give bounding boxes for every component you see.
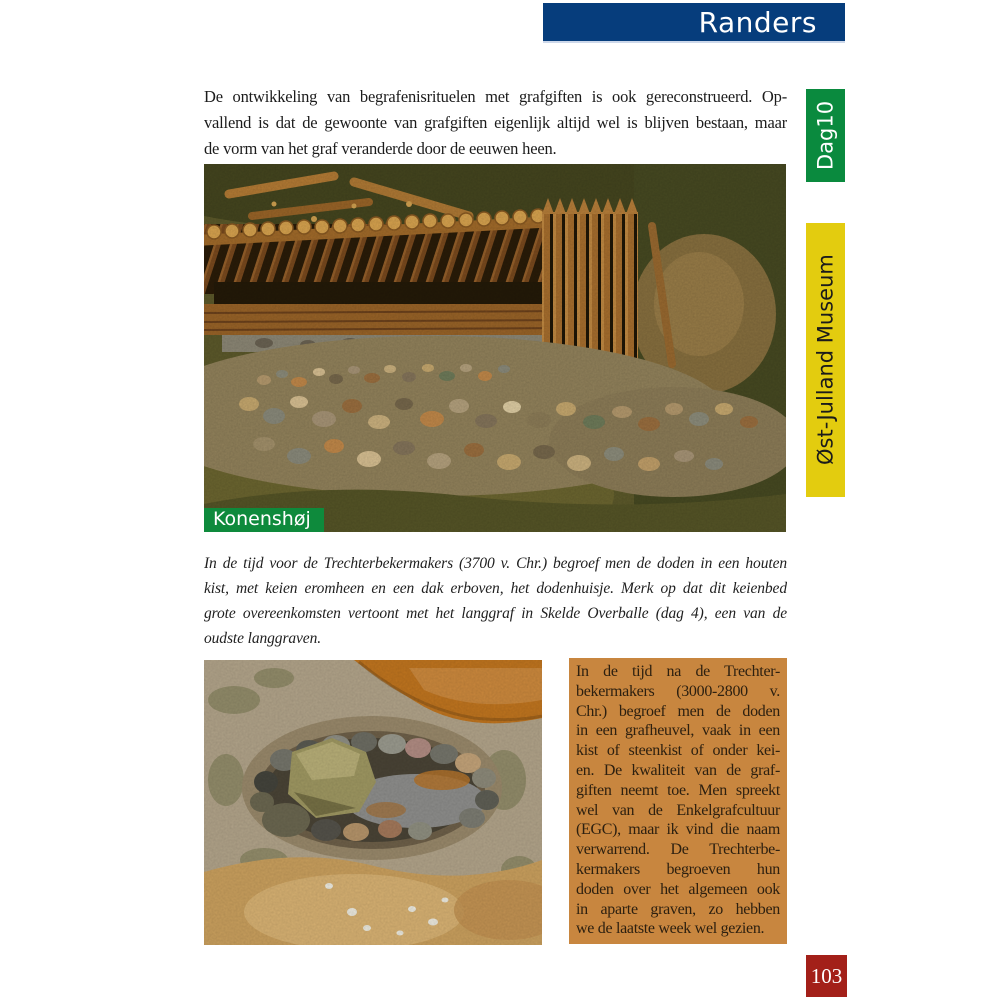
page-number: 103 [810,963,843,988]
photo-label-konenshoj: Konenshøj [204,508,324,532]
chapter-header-bar [543,3,845,43]
side-tab-day [806,89,845,182]
photo-caption: In de tijd voor de Trechterbekermakers (3700 v. Chr.) begroef men de doden in een houten kist, met keien eromheen en een dak erboven, het dodenhuisje. Merk op dat dit keienbed grote overeenkomsten vertoont met het langgraf in Skelde Overballe (dag 4), een van de oudste langgraven. [204,555,787,647]
intro-paragraph: De ontwikkeling van begrafenisrituelen met grafgiften is ook gereconstrueerd. Op- vallend is dat de gewoonte van grafgiften eigenlijk altijd wel is blijven bestaan, maar de vorm van het graf veranderde door de eeuwen heen. [204,87,787,158]
side-tab-day-label: Dag10 [813,100,838,171]
page-number-badge [806,955,847,997]
photo-stone-grave [204,660,542,945]
sidebar-note: In de tijd na de Trechter- bekermakers (3000-2800 v. Chr.) begroef men de doden in een grafheuvel, vaak in een kist of steenkist of onder kei- en. De kwaliteit van de graf- giften neemt toe. Men spreekt wel van de Enkelgrafcultuur (EGC), maar ik vind die naam verwarrend. De Trechterbe- kermakers begroeven hun doden over het algemeen ook in aparte graven, zo hebben we de laatste week wel gezien. [569,658,787,944]
side-tab-museum-label: Øst-Julland Museum [813,254,838,466]
photo-stone-grave-image [204,660,542,945]
photo-konenshoj [204,164,786,532]
side-tab-museum [806,223,845,497]
photo-konenshoj-image [204,164,786,532]
chapter-title: Randers [698,5,817,39]
